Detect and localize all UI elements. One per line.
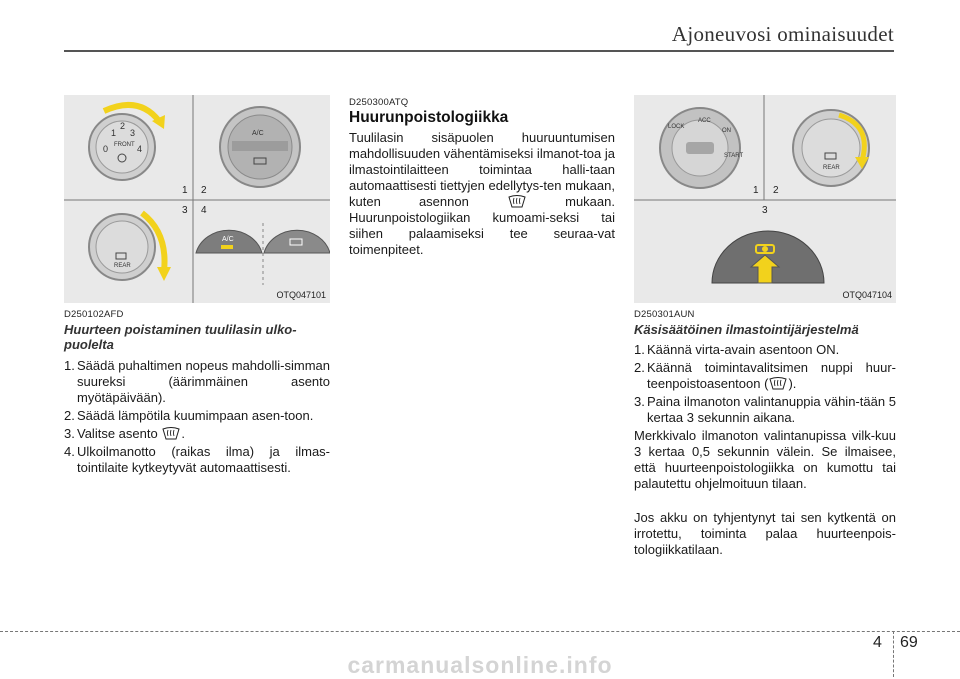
section-heading: Huurunpoistologiikka (349, 109, 509, 126)
footer-rule (0, 631, 960, 632)
svg-text:FRONT: FRONT (114, 142, 135, 148)
svg-text:3: 3 (182, 205, 188, 216)
watermark: carmanualsonline.info (347, 652, 613, 678)
svg-text:2: 2 (120, 121, 126, 131)
svg-text:START: START (724, 153, 744, 159)
svg-text:1: 1 (111, 128, 117, 138)
list-item: 1. Käännä virta-avain asentoon ON. (634, 342, 840, 357)
list-item: 1. Säädä puhaltimen nopeus mahdolli-simman suureksi (äärimmäinen asento myötäpäivään). (64, 358, 330, 405)
page-header-title: Ajoneuvosi ominaisuudet (671, 22, 894, 46)
svg-text:A/C: A/C (252, 130, 264, 137)
svg-text:1: 1 (182, 185, 188, 196)
svg-text:2: 2 (773, 185, 779, 196)
svg-text:LOCK: LOCK (668, 124, 685, 130)
section-code: D250300ATQ (349, 97, 409, 108)
fan-speed-knob (89, 114, 155, 180)
svg-text:4: 4 (137, 144, 143, 154)
svg-text:REAR: REAR (823, 165, 840, 171)
svg-text:A/C: A/C (222, 236, 234, 243)
svg-text:0: 0 (103, 144, 109, 154)
list-item: 2. Säädä lämpötila kuumimpaan asen-toon. (64, 408, 314, 423)
windshield-defrost-icon (507, 195, 527, 208)
figure-defrost-controls (64, 95, 330, 303)
figure-manual-climate (634, 95, 896, 303)
mode-knob (89, 214, 155, 280)
paragraph: Tuulilasin sisäpuolen huuruuntumisen mahdollisuuden vähentämiseksi ilmanot-toa ja ilmastointilaitteen toimintaa halli-taan automaattisesti tiettyjen edellytys-ten mukaan, kuten asennon mukaan. Huurunpoistologiikan kumoami-seksi tai siihen palaamiseksi tee seuraa-vat toimenpiteet. (349, 130, 615, 257)
figure-code: OTQ047101 (276, 290, 326, 300)
figure-code: OTQ047104 (842, 290, 892, 300)
svg-text:ACC: ACC (698, 118, 711, 124)
mode-knob (793, 110, 869, 186)
section-code: D250301AUN (634, 309, 695, 320)
svg-text:4: 4 (201, 205, 207, 216)
section-subtitle: Huurteen poistaminen tuulilasin ulko-puolelta (64, 322, 297, 352)
windshield-defrost-icon (161, 427, 181, 440)
svg-text:REAR: REAR (114, 263, 131, 269)
step-list (64, 358, 330, 478)
svg-text:ON: ON (722, 128, 731, 134)
list-item: 4. Ulkoilmanotto (raikas ilma) ja ilmas-tointilaite kytkeytyvät automaattisesti. (64, 444, 330, 475)
list-item: 2. Käännä toimintavalitsimen nuppi huur-teenpoistoasentoon ( ). (634, 360, 896, 391)
svg-text:2: 2 (201, 185, 207, 196)
header-rule (64, 50, 894, 52)
svg-text:1: 1 (753, 185, 759, 196)
section-code: D250102AFD (64, 309, 124, 320)
section-subtitle: Käsisäätöinen ilmastointijärjestelmä (634, 322, 859, 337)
paragraph: Jos akku on tyhjentynyt tai sen kytkentä on irrotettu, toiminta palaa huurteenpois-tologiikkatilaan. (634, 510, 896, 557)
page-number: 69 (900, 634, 918, 651)
windshield-defrost-icon (768, 377, 788, 390)
svg-text:3: 3 (130, 128, 136, 138)
list-item: 3. Valitse asento . (64, 426, 185, 441)
svg-text:3: 3 (762, 205, 768, 216)
step-list (634, 342, 896, 428)
ac-knob (220, 107, 300, 187)
paragraph: Merkkivalo ilmanoton valintanupissa vilk-kuu 3 kertaa 0,5 sekunnin välein. Se ilmaisee, että huurteenpoistologiikka on kumottu tai palautettu ohjelmoituun tilaan. (634, 428, 896, 491)
list-item: 3. Paina ilmanoton valintanuppia vähin-tään 5 kertaa 3 sekunnin aikana. (634, 394, 896, 425)
chapter-number: 4 (873, 634, 882, 651)
